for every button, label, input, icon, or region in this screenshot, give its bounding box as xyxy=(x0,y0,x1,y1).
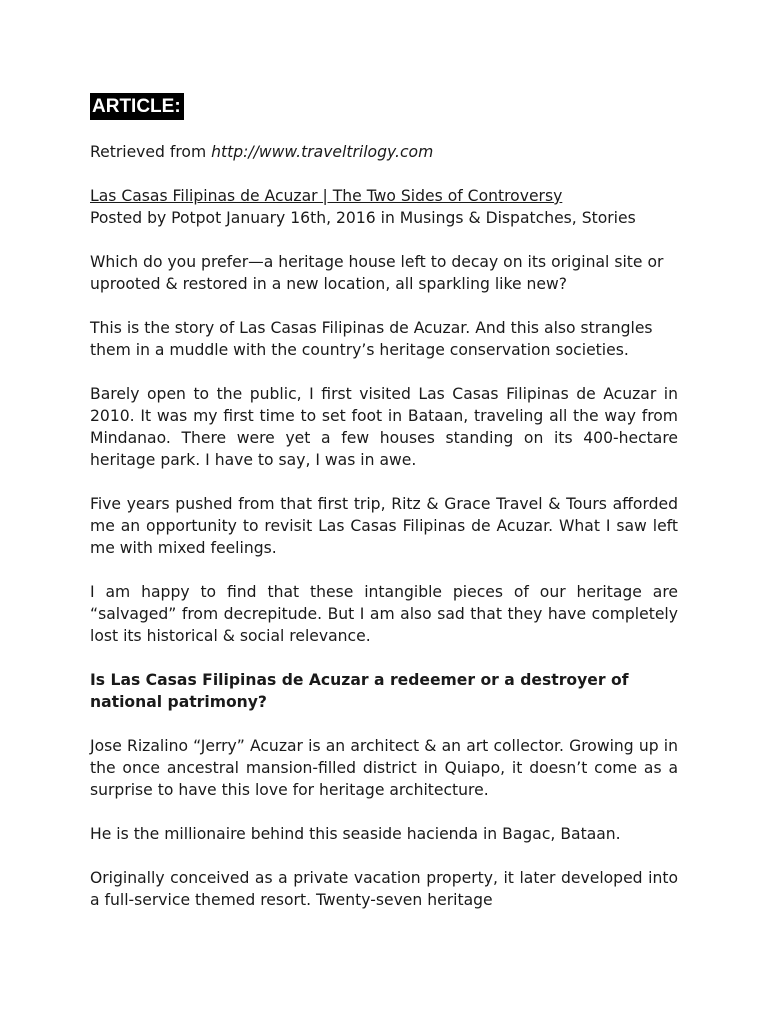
article-title-block xyxy=(90,185,678,229)
paragraph-7: He is the millionaire behind this seaside hacienda in Bagac, Bataan. xyxy=(90,825,621,843)
paragraph-1: Which do you prefer—a heritage house left to decay on its original site or uprooted & restored in a new location, all sparkling like new? xyxy=(90,253,664,293)
paragraph-2: This is the story of Las Casas Filipinas de Acuzar. And this also strangles them in a muddle with the country’s heritage conservation societies. xyxy=(90,319,653,359)
paragraph-5: I am happy to find that these intangible pieces of our heritage are “salvaged” from decrepitude. But I am also sad that they have completely lost its historical & social relevance. xyxy=(90,583,678,645)
article-title: Las Casas Filipinas de Acuzar | The Two Sides of Controversy xyxy=(90,187,563,205)
article-byline: Posted by Potpot January 16th, 2016 in Musings & Dispatches, Stories xyxy=(90,209,636,227)
source-prefix: Retrieved from xyxy=(90,143,207,161)
source-line xyxy=(90,141,678,163)
source-url: http://www.traveltrilogy.com xyxy=(211,143,434,161)
paragraph-4: Five years pushed from that first trip, Ritz & Grace Travel & Tours afforded me an opportunity to revisit Las Casas Filipinas de Acuzar. What I saw left me with mixed feelings. xyxy=(90,495,678,557)
document-page xyxy=(90,93,678,933)
paragraph-6: Jose Rizalino “Jerry” Acuzar is an architect & an art collector. Growing up in the once ancestral mansion-filled district in Quiapo, it doesn’t come as a surprise to have this love for heritage architecture. xyxy=(90,737,678,799)
section-subheading: Is Las Casas Filipinas de Acuzar a redeemer or a destroyer of national patrimony? xyxy=(90,671,629,711)
paragraph-8: Originally conceived as a private vacation property, it later developed into a full-service themed resort. Twenty-seven heritage xyxy=(90,869,678,909)
article-heading-label: ARTICLE: xyxy=(90,93,184,120)
paragraph-3: Barely open to the public, I first visited Las Casas Filipinas de Acuzar in 2010. It was my first time to set foot in Bataan, traveling all the way from Mindanao. There were yet a few houses standing on its 400-hectare heritage park. I have to say, I was in awe. xyxy=(90,385,678,469)
